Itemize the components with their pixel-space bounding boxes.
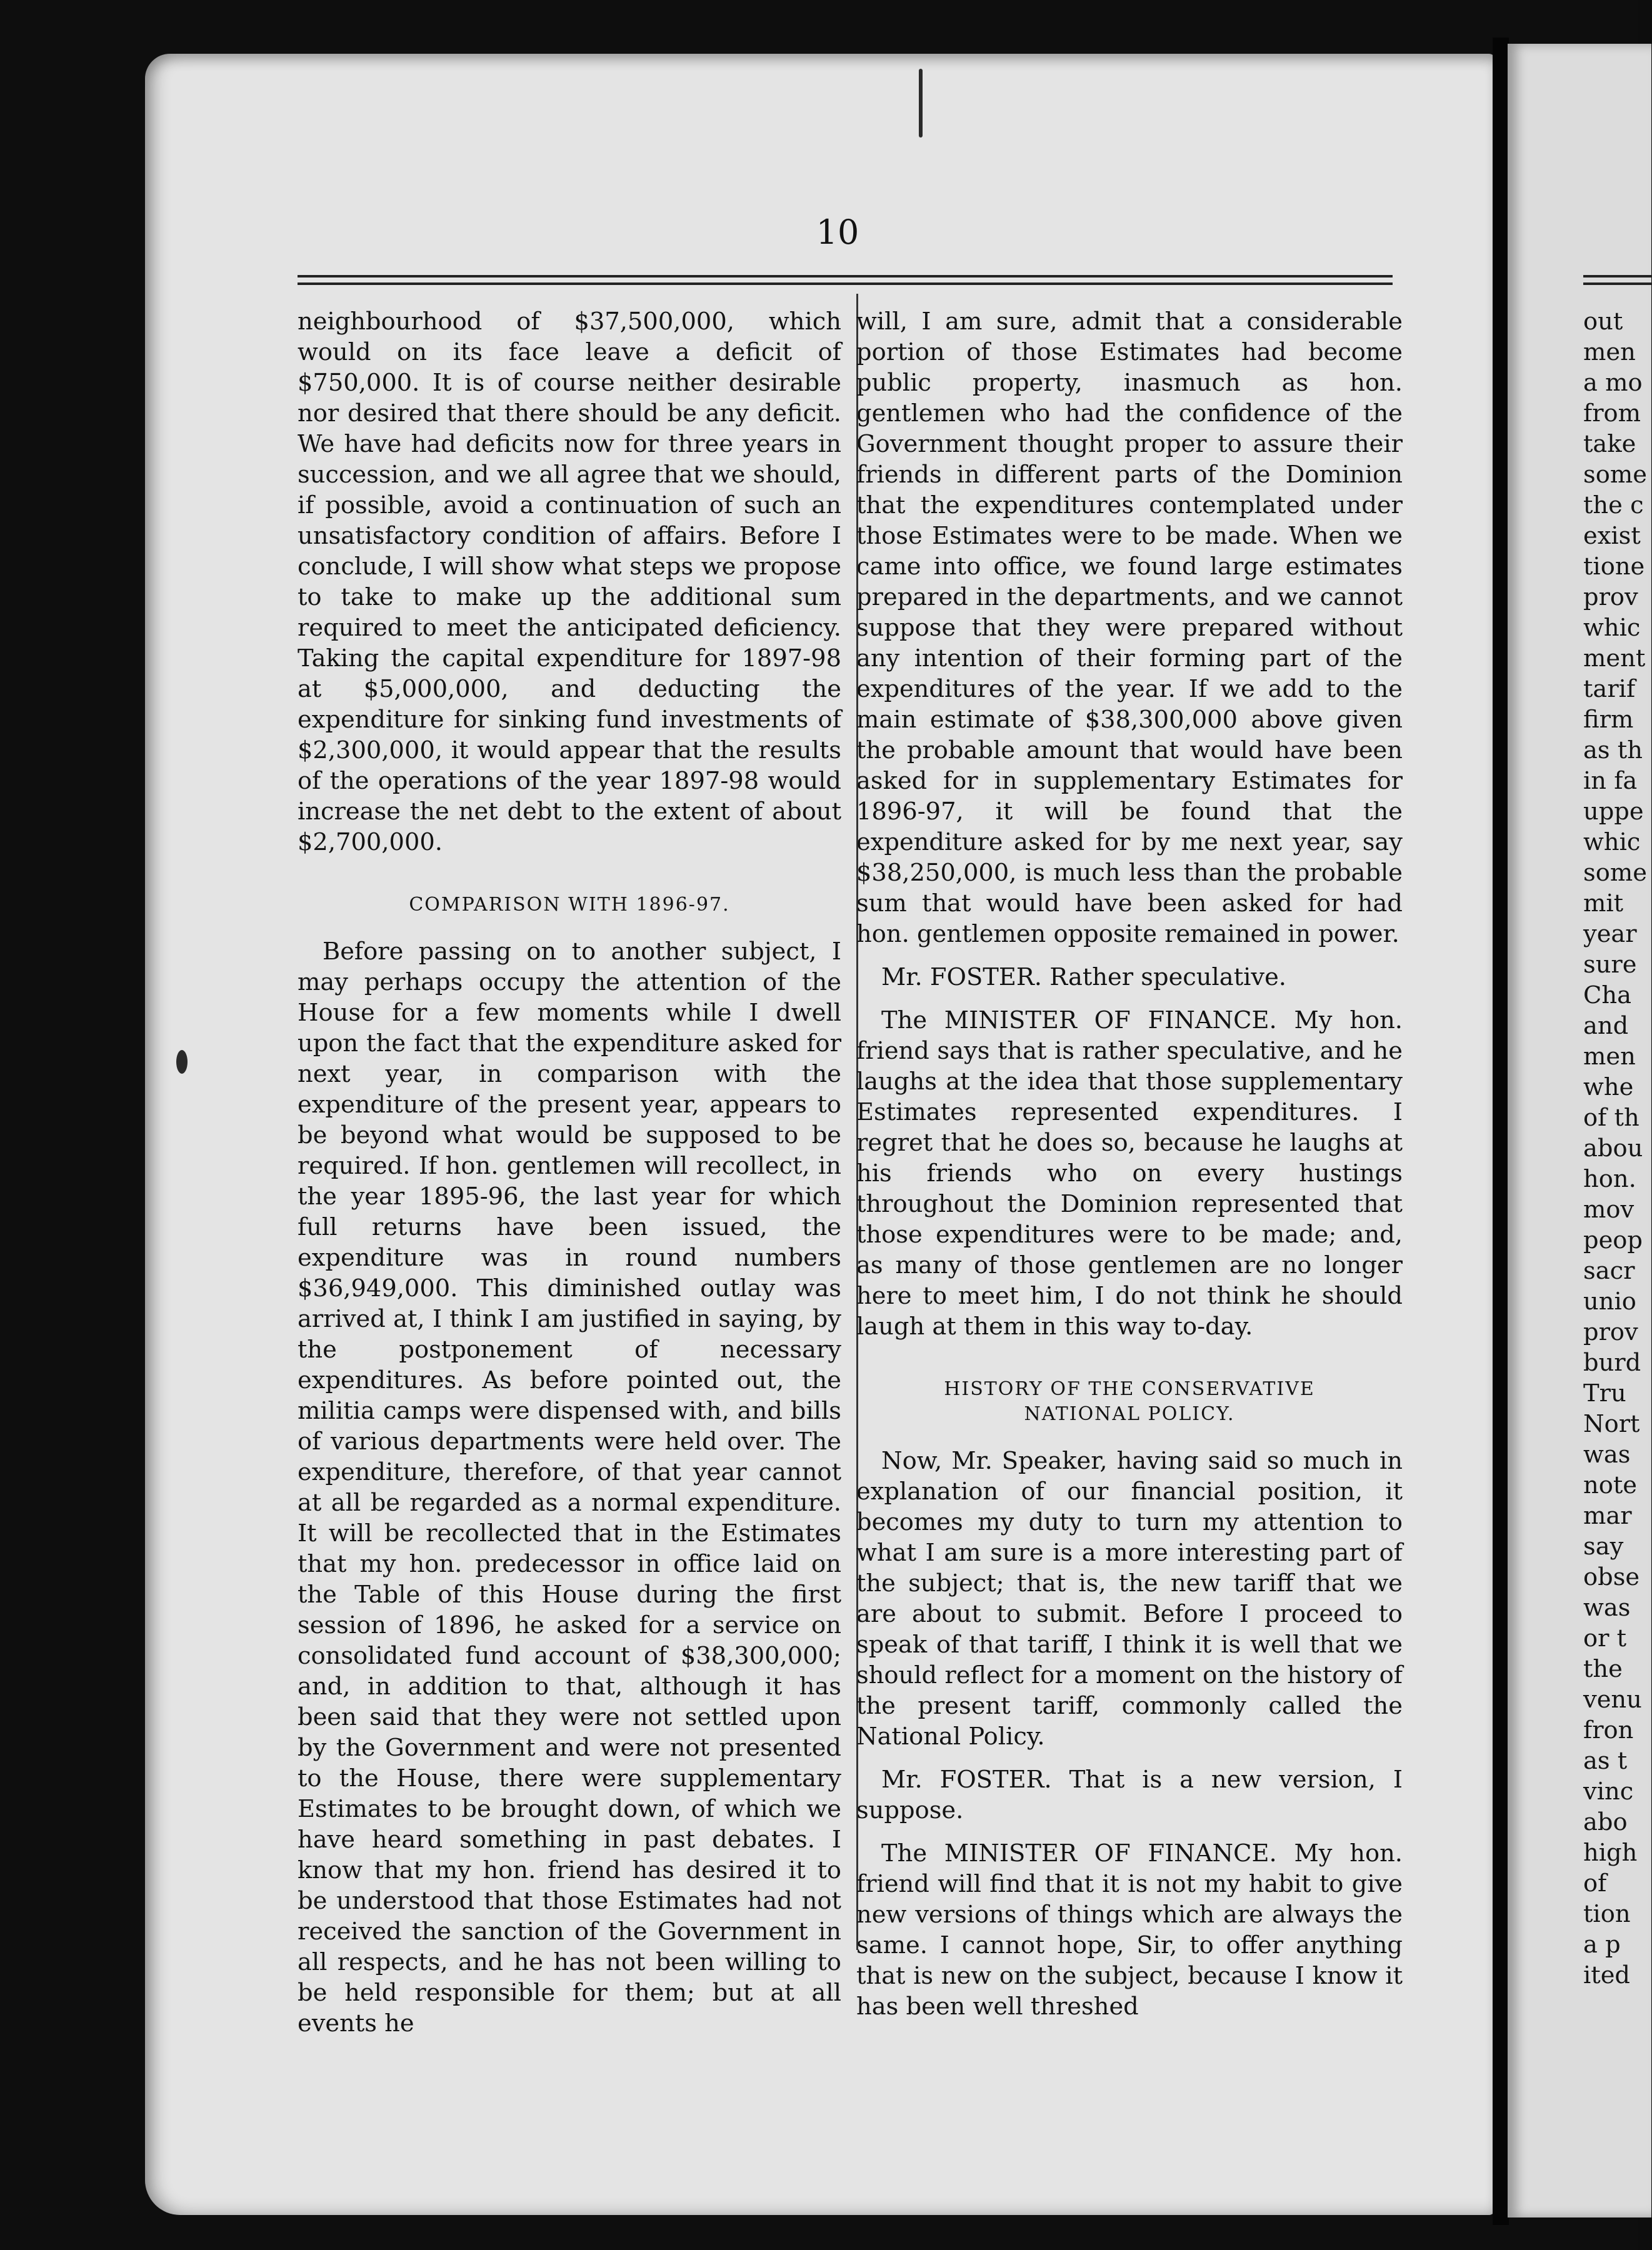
line-fragment: Nort	[1583, 1410, 1640, 1438]
line-fragment: sure	[1583, 951, 1637, 979]
line-fragment: whic	[1583, 828, 1641, 856]
line-fragment: ited	[1583, 1961, 1631, 1989]
line-fragment: a p	[1583, 1931, 1621, 1959]
header-rule-adjacent	[1583, 282, 1652, 285]
line-fragment: uppe	[1583, 798, 1644, 826]
line-fragment: year	[1583, 920, 1637, 948]
line-fragment: tione	[1583, 552, 1645, 581]
line-fragment: tarif	[1583, 675, 1636, 703]
paragraph: Mr. FOSTER. That is a new version, I suppose.	[856, 1766, 1403, 1824]
line-fragment: abou	[1583, 1134, 1643, 1162]
line-fragment: note	[1583, 1471, 1637, 1499]
text-column-middle	[856, 306, 1403, 2034]
line-fragment: Cha	[1583, 981, 1631, 1009]
line-fragment: mov	[1583, 1196, 1634, 1224]
line-fragment: venu	[1583, 1686, 1642, 1714]
line-fragment: of	[1583, 1869, 1607, 1898]
line-fragment: the c	[1583, 491, 1644, 519]
line-fragment: some	[1583, 461, 1647, 489]
text-column-right-partial	[1583, 306, 1652, 1991]
line-fragment: abo	[1583, 1808, 1628, 1836]
line-fragment: prov	[1583, 1318, 1638, 1346]
line-fragment: some	[1583, 859, 1647, 887]
line-fragment: hon.	[1583, 1165, 1636, 1193]
line-fragment: was	[1583, 1594, 1631, 1622]
line-fragment: as t	[1583, 1747, 1628, 1775]
heading-line: HISTORY OF THE CONSERVATIVE	[944, 1378, 1315, 1400]
paragraph: Now, Mr. Speaker, having said so much in explanation of our financial position, it becomes my duty to turn my attention to what I am sure is a more interesting part of the subject; that is, the new tariff that we are about to submit. Before I proceed to speak of that tariff, I think it is well that we should reflect for a moment on the history of the present tariff, commonly called the National Policy.	[856, 1447, 1403, 1751]
header-rule	[298, 275, 1393, 278]
header-rule	[298, 282, 1393, 285]
line-fragment: tion	[1583, 1900, 1631, 1928]
line-fragment: burd	[1583, 1349, 1641, 1377]
paragraph: Before passing on to another subject, I may perhaps occupy the attention of the House for a few moments while I dwell upon the fact that the expenditure asked for next year, in comparison with the expenditure of the present year, appears to be beyond what would be supposed to be required. If hon. gentlemen will recollect, in the year 1895-96, the last year for which full returns have been issued, the expenditure was in round numbers $36,949,000. This diminished outlay was arrived at, I think I am justified in saying, by the postponement of necessary expenditures. As before pointed out, the militia camps were dispensed with, and bills of various departments were held over. The expenditure, therefore, of that year cannot at all be regarded as a normal expenditure. It will be recollected that in the Estimates that my hon. predecessor in office laid on the Table of this House during the first session of 1896, he asked for a service on consolidated fund account of $38,300,000; and, in addition to that, although it has been said that they were not settled upon by the Government and were not presented to the House, there were supplementary Estimates to be brought down, of which we have heard something in past debates. I know that my hon. friend has desired it to be understood that those Estimates had not received the sanction of the Government in all respects, and he has not been willing to be held responsible for them; but at all events he	[298, 938, 841, 2038]
line-fragment: from	[1583, 399, 1641, 428]
line-fragment: say	[1583, 1532, 1624, 1561]
dust-speck	[176, 1050, 188, 1074]
text-column-left	[298, 306, 841, 2051]
line-fragment: ment	[1583, 644, 1646, 672]
line-fragment: men	[1583, 338, 1636, 366]
line-fragment: sacr	[1583, 1257, 1635, 1285]
page-gutter	[1493, 38, 1509, 2225]
line-fragment: the	[1583, 1655, 1623, 1683]
dust-speck	[919, 69, 923, 138]
line-fragment: obse	[1583, 1563, 1640, 1591]
line-fragment: whe	[1583, 1073, 1634, 1101]
section-heading: COMPARISON WITH 1896-97.	[409, 894, 730, 916]
line-fragment: a mo	[1583, 369, 1643, 397]
line-fragment: or t	[1583, 1624, 1627, 1652]
line-fragment: prov	[1583, 583, 1638, 611]
line-fragment: unio	[1583, 1288, 1636, 1316]
line-fragment: fron	[1583, 1716, 1634, 1744]
paragraph: The MINISTER OF FINANCE. My hon. friend says that is rather speculative, and he laughs at the idea that those supplementary Estimates represented expenditures. I regret that he does so, because he laughs at his friends who on every hustings throughout the Dominion represented that those expenditures were to be made; and, as many of those gentlemen are no longer here to meet him, I do not think he should laugh at them in this way to-day.	[856, 1006, 1403, 1341]
paragraph: neighbourhood of $37,500,000, which would on its face leave a deficit of $750,000. It is of course neither desirable nor desired that there should be any deficit. We have had deficits now for three years in succession, and we all agree that we should, if possible, avoid a continuation of such an unsatisfactory condition of affairs. Before I conclude, I will show what steps we propose to take to make up the additional sum required to meet the anticipated deficiency. Taking the capital expenditure for 1897-98 at $5,000,000, and deducting the expenditure for sinking fund investments of $2,300,000, it would appear that the results of the operations of the year 1897-98 would increase the net debt to the extent of about $2,700,000.	[298, 308, 841, 856]
line-fragment: and	[1583, 1012, 1629, 1040]
line-fragment: vinc	[1583, 1778, 1634, 1806]
line-fragment: peop	[1583, 1226, 1643, 1254]
line-fragment: in fa	[1583, 767, 1638, 795]
line-fragment: mit	[1583, 889, 1624, 918]
line-fragment: firm	[1583, 706, 1634, 734]
line-fragment: Tru	[1583, 1379, 1626, 1408]
section-heading	[856, 1377, 1403, 1427]
line-fragment: take	[1583, 430, 1636, 458]
line-fragment: men	[1583, 1042, 1636, 1071]
heading-line: NATIONAL POLICY.	[1024, 1403, 1235, 1425]
line-fragment: exist	[1583, 522, 1641, 550]
paragraph: Mr. FOSTER. Rather speculative.	[881, 963, 1287, 991]
line-fragment: high	[1583, 1839, 1638, 1867]
line-fragment: mar	[1583, 1502, 1632, 1530]
paragraph: The MINISTER OF FINANCE. My hon. friend will find that it is not my habit to give new versions of things which are always the same. I cannot hope, Sir, to offer anything that is new on the subject, because I know it has been well threshed	[856, 1839, 1403, 2021]
line-fragment: as th	[1583, 736, 1643, 764]
line-fragment: of th	[1583, 1104, 1639, 1132]
line-fragment: out	[1583, 308, 1623, 336]
page-number: 10	[816, 212, 859, 252]
header-rule-adjacent	[1583, 275, 1652, 278]
line-fragment: was	[1583, 1441, 1631, 1469]
paragraph: will, I am sure, admit that a considerable portion of those Estimates had become public property, inasmuch as hon. gentlemen who had the confidence of the Government thought proper to assure their friends in different parts of the Dominion that the expenditures contemplated under those Estimates were to be made. When we came into office, we found large estimates prepared in the departments, and we cannot suppose that they were prepared without any intention of their forming part of the expenditures of the year. If we add to the main estimate of $38,300,000 above given the probable amount that would have been asked for in supplementary Estimates for 1896-97, it will be found that the expenditure asked for by me next year, say $38,250,000, is much less than the probable sum that would have been asked for had hon. gentlemen opposite remained in power.	[856, 308, 1403, 948]
line-fragment: whic	[1583, 614, 1641, 642]
